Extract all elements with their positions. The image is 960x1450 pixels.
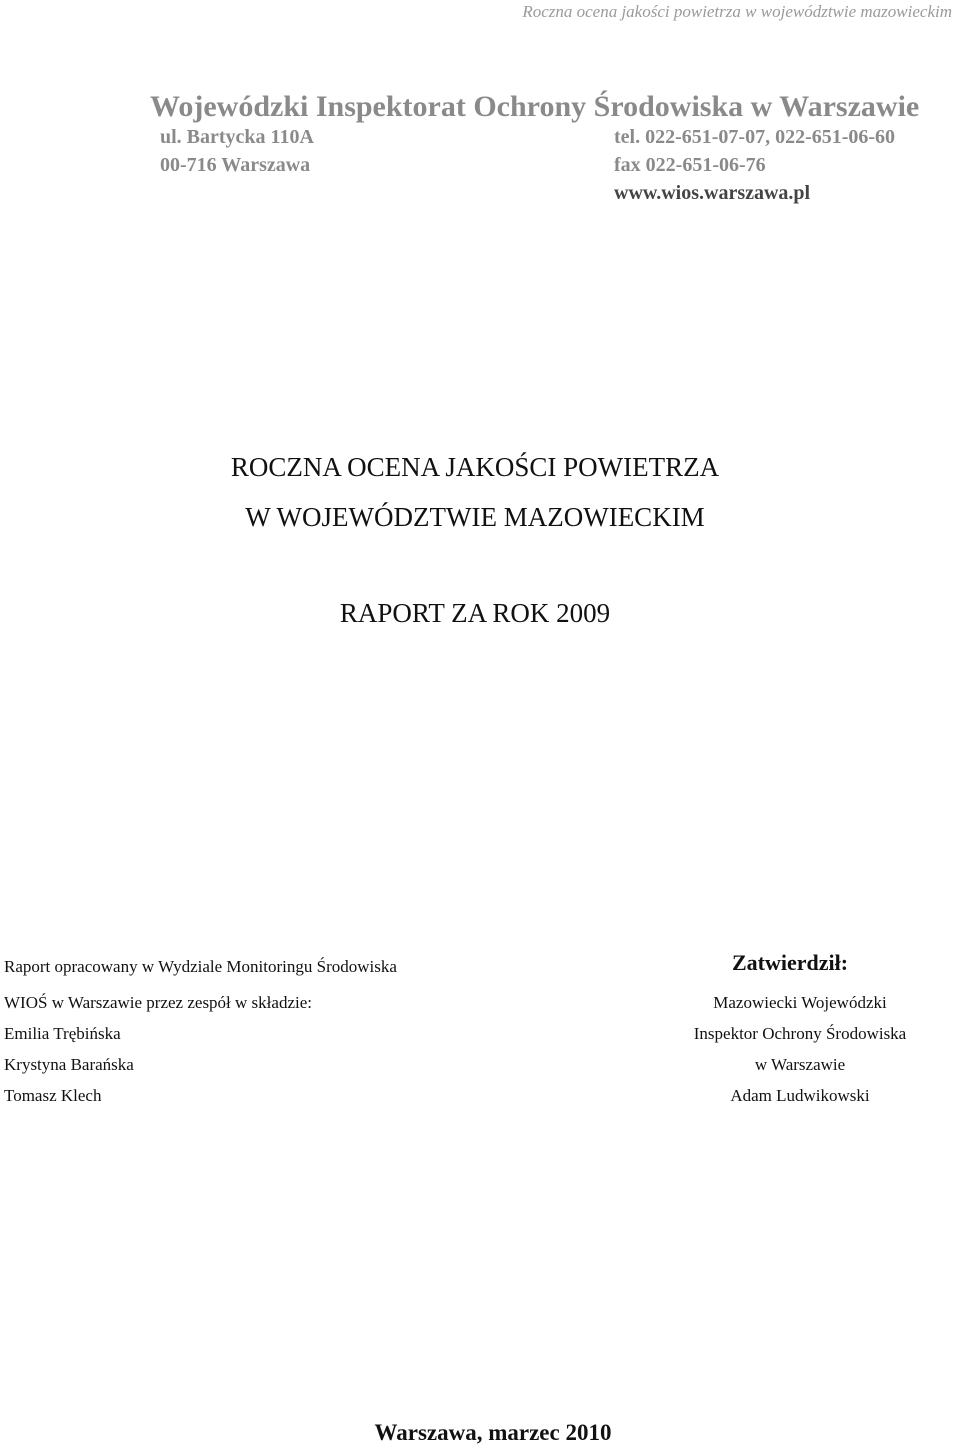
fax-number: fax 022-651-06-76	[614, 154, 766, 176]
running-header: Roczna ocena jakości powietrza w województwie mazowieckim	[522, 2, 952, 21]
approver-title-line: Inspektor Ochrony Środowiska	[693, 1024, 907, 1043]
phone-numbers: tel. 022-651-07-07, 022-651-06-60	[614, 126, 896, 148]
report-title-line-1: ROCZNA OCENA JAKOŚCI POWIETRZA	[230, 452, 720, 482]
author-name: Emilia Trębińska	[4, 1024, 121, 1043]
postal-address: 00-716 Warszawa	[160, 154, 311, 176]
footer-place-date: Warszawa, marzec 2010	[374, 1420, 612, 1445]
approver-title-line: Mazowiecki Wojewódzki	[713, 993, 887, 1012]
website-link[interactable]: www.wios.warszawa.pl	[614, 182, 811, 204]
prepared-by-line: Raport opracowany w Wydziale Monitoringu Środowiska	[4, 957, 397, 976]
report-subtitle: RAPORT ZA ROK 2009	[339, 598, 611, 628]
street-address: ul. Bartycka 110A	[160, 126, 314, 148]
approved-by-heading: Zatwierdził:	[731, 950, 849, 975]
approver-name: Adam Ludwikowski	[730, 1086, 870, 1105]
prepared-by-line: WIOŚ w Warszawie przez zespół w składzie:	[4, 993, 312, 1012]
author-name: Tomasz Klech	[4, 1086, 102, 1105]
organization-name: Wojewódzki Inspektorat Ochrony Środowiska w Warszawie	[150, 90, 920, 123]
report-title-line-2: W WOJEWÓDZTWIE MAZOWIECKIM	[245, 502, 705, 532]
approver-title-line: w Warszawie	[754, 1055, 846, 1074]
author-name: Krystyna Barańska	[4, 1055, 134, 1074]
